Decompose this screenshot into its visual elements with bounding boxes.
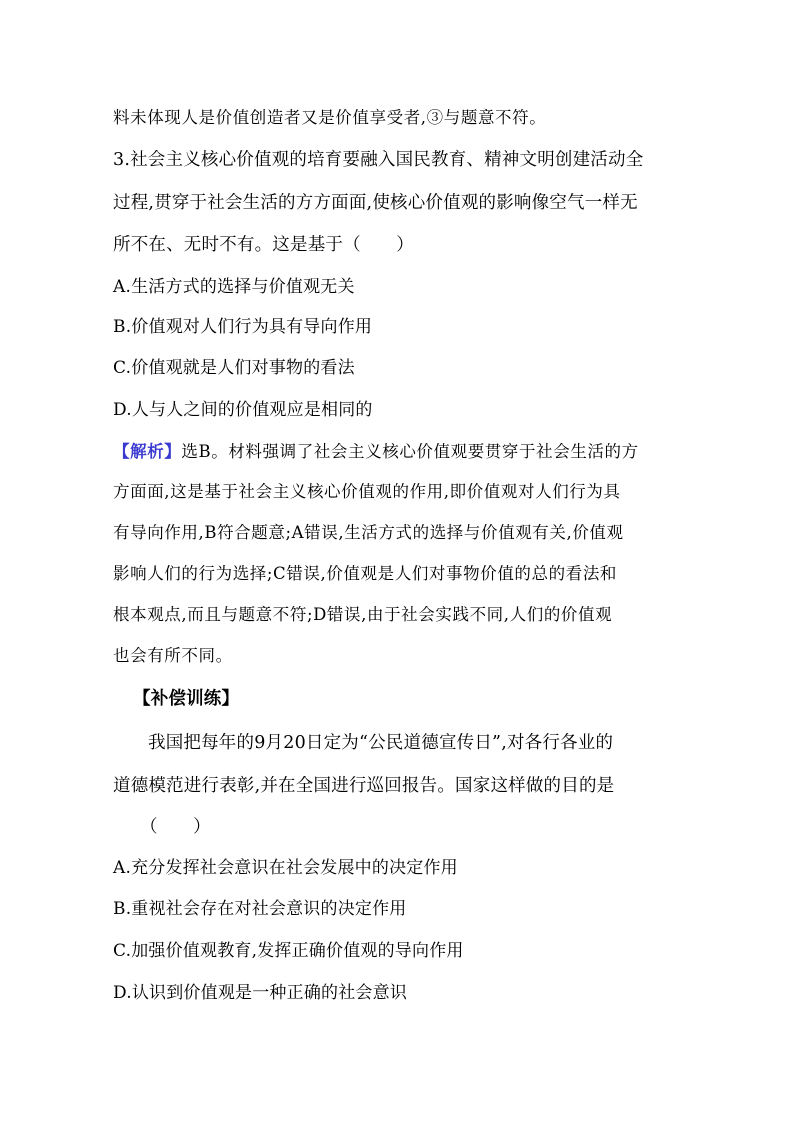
question3-option-d: D.人与人之间的价值观应是相同的 bbox=[113, 400, 373, 420]
question3-option-c: C.价值观就是人们对事物的看法 bbox=[113, 358, 355, 378]
analysis-line-3: 有导向作用,B符合题意;A错误,生活方式的选择与价值观有关,价值观 bbox=[113, 523, 624, 542]
analysis-first-line bbox=[113, 440, 693, 464]
supplement-option-d: D.认识到价值观是一种正确的社会意识 bbox=[113, 983, 408, 1003]
question3-line-1: 3.社会主义核心价值观的培育要融入国民教育、精神文明创建活动全 bbox=[113, 150, 644, 170]
analysis-first-line-text: 选B。材料强调了社会主义核心价值观要贯穿于社会生活的方 bbox=[181, 442, 639, 461]
analysis-line-4: 影响人们的行为选择;C错误,价值观是人们对事物价值的总的看法和 bbox=[113, 564, 618, 583]
analysis-line-2: 方面面,这是基于社会主义核心价值观的作用,即价值观对人们行为具 bbox=[113, 482, 621, 501]
analysis-label: 【解析】 bbox=[113, 442, 182, 461]
supplement-line-1: 我国把每年的9月20日定为“公民道德宣传日”,对各行各业的 bbox=[148, 733, 614, 753]
analysis-line-5: 根本观点,而且与题意不符;D错误,由于社会实践不同,人们的价值观 bbox=[113, 605, 613, 624]
question3-line-2: 过程,贯穿于社会生活的方方面面,使核心价值观的影响像空气一样无 bbox=[113, 193, 638, 213]
supplement-label: 【补偿训练】 bbox=[133, 689, 240, 709]
supplement-line-2: 道德模范进行表彰,并在全国进行巡回报告。国家这样做的目的是 bbox=[113, 776, 615, 796]
analysis-line-6: 也会有所不同。 bbox=[113, 646, 233, 665]
supplement-option-c: C.加强价值观教育,发挥正确价值观的导向作用 bbox=[113, 941, 464, 961]
carryover-line: 料未体现人是价值创造者又是价值享受者,③与题意不符。 bbox=[113, 108, 547, 127]
supplement-option-b: B.重视社会存在对社会意识的决定作用 bbox=[113, 899, 407, 919]
question3-option-b: B.价值观对人们行为具有导向作用 bbox=[113, 317, 373, 337]
question3-option-a: A.生活方式的选择与价值观无关 bbox=[113, 277, 355, 297]
supplement-option-a: A.充分发挥社会意识在社会发展中的决定作用 bbox=[113, 858, 458, 878]
question3-line-3: 所不在、无时不有。这是基于（ ） bbox=[113, 235, 414, 255]
supplement-line-3: （ ） bbox=[140, 817, 211, 837]
supplement-heading bbox=[133, 687, 713, 711]
